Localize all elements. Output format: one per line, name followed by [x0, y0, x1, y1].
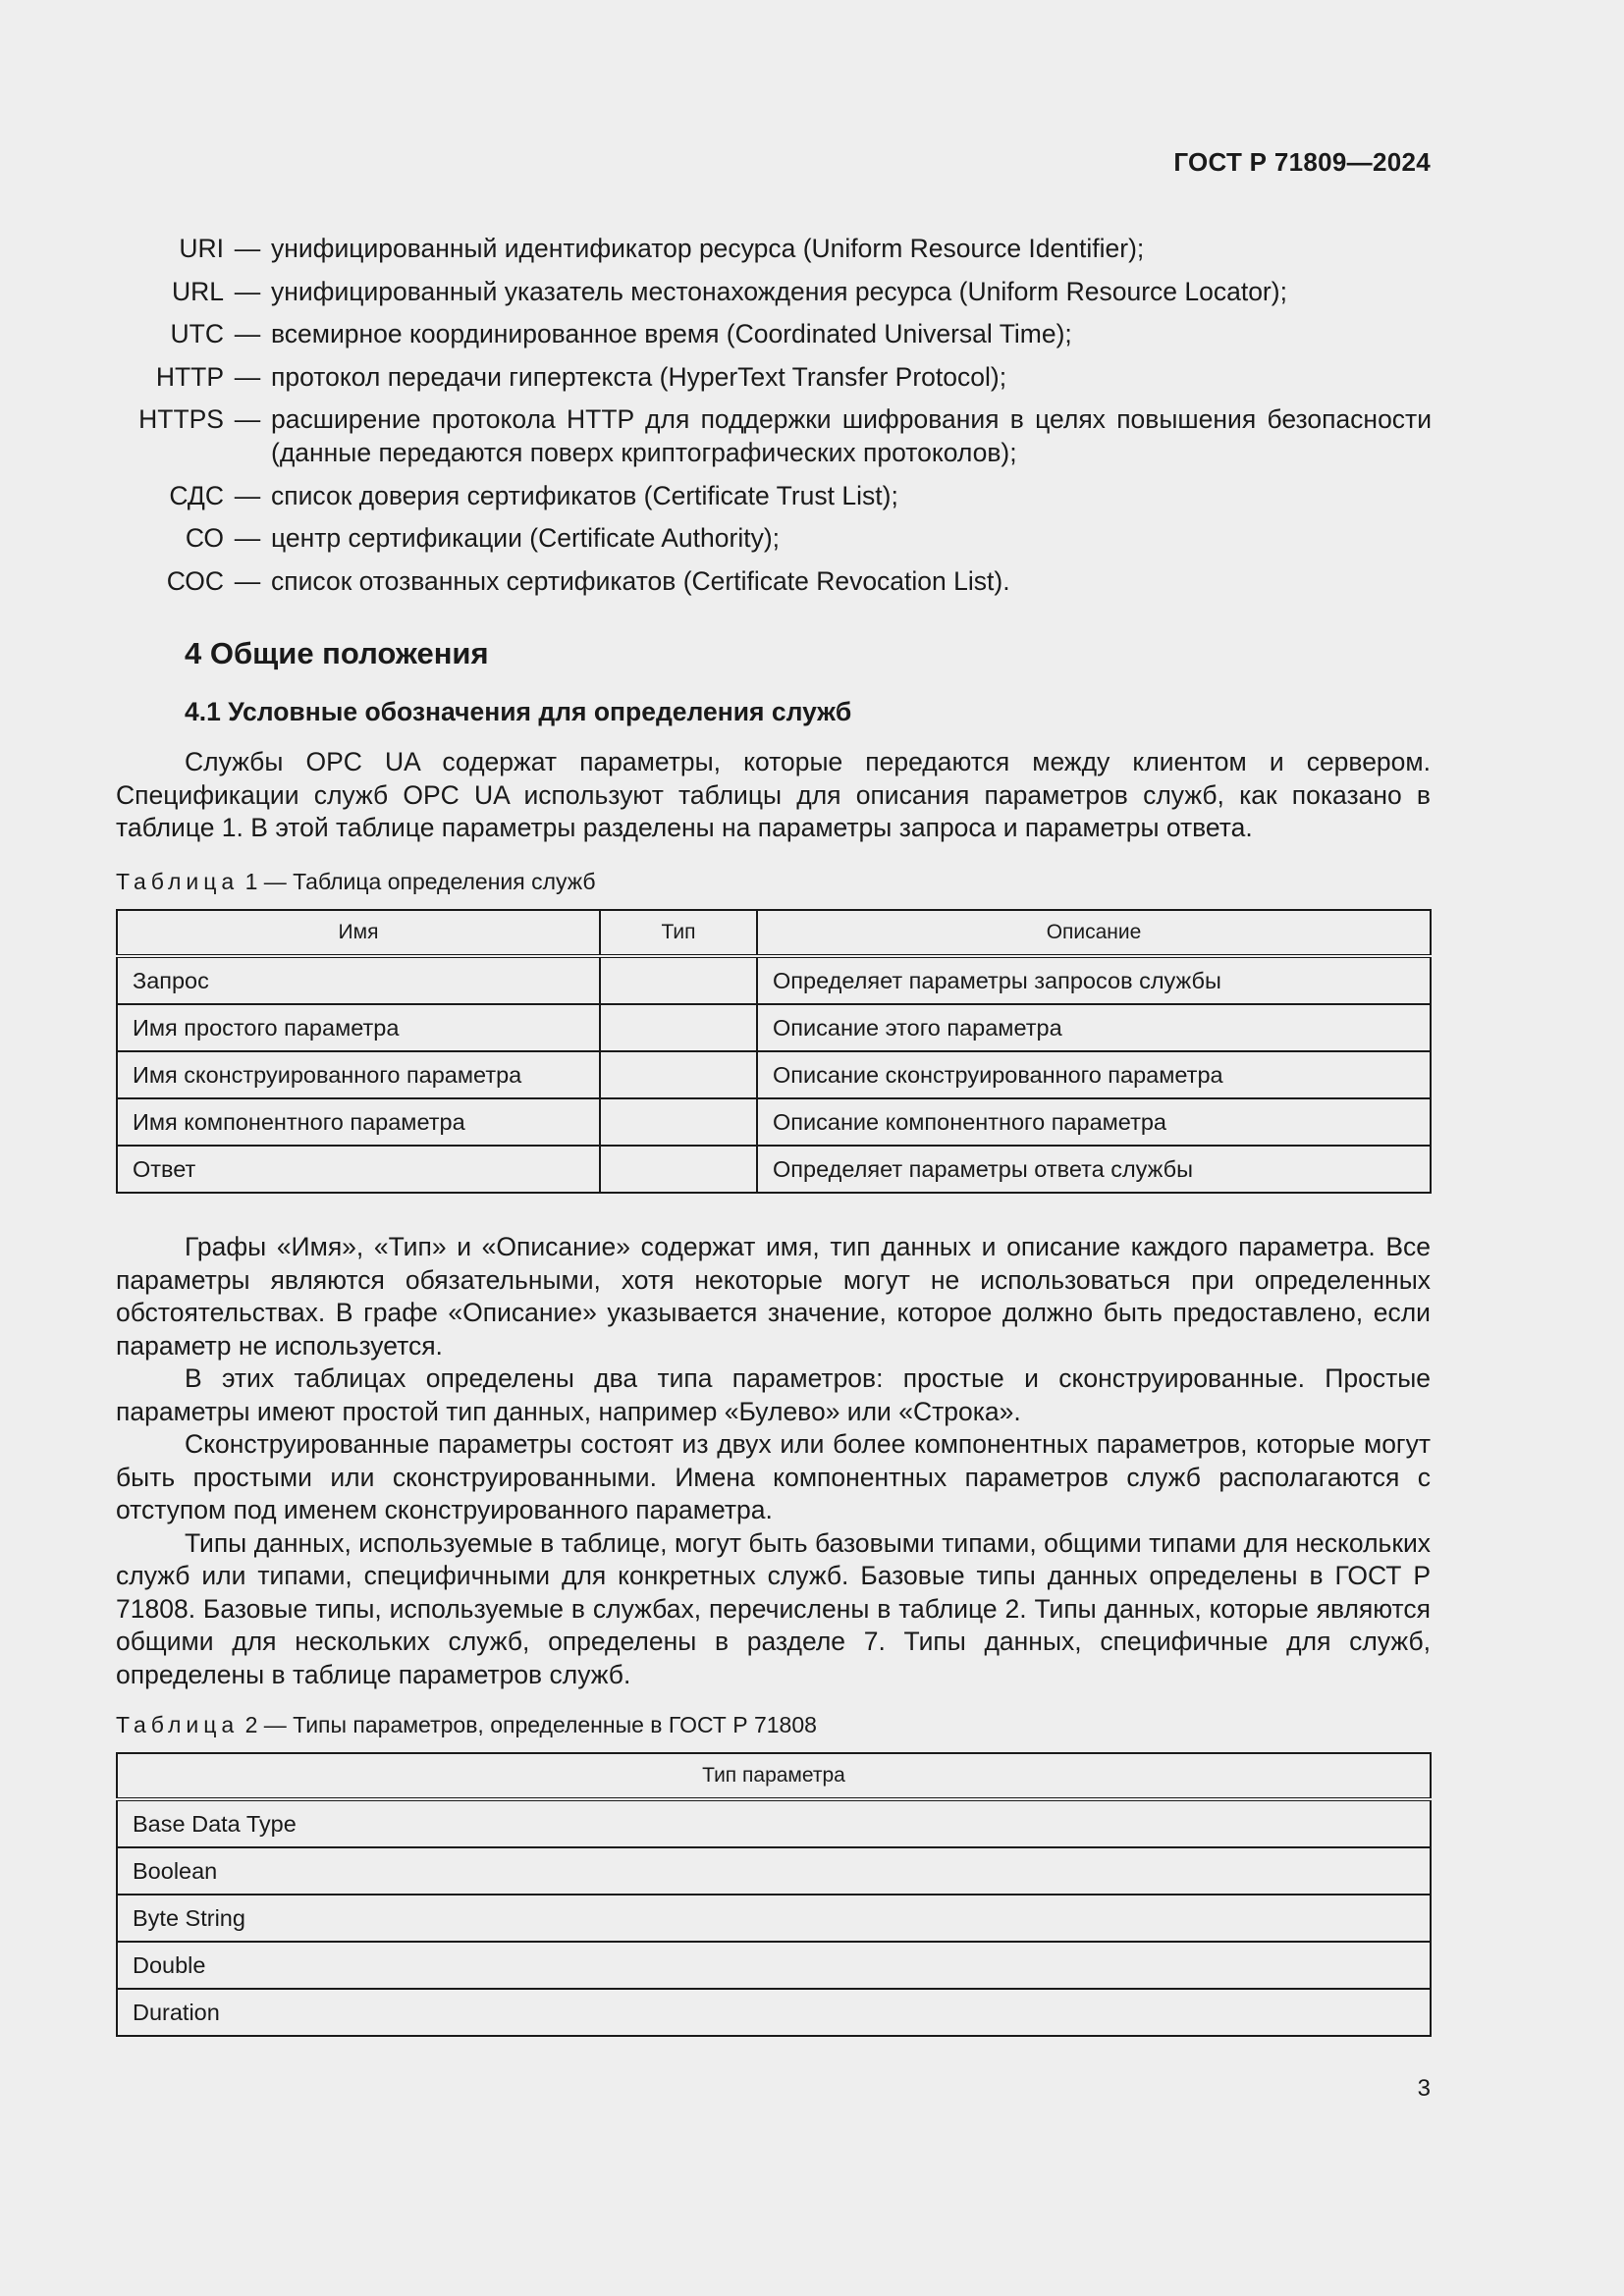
- abbreviation-item: [98, 402, 1432, 469]
- body-text: [116, 1231, 1431, 1691]
- cell-parameter-type: Boolean: [117, 1847, 1431, 1895]
- table-row: [117, 1989, 1431, 2036]
- table-row: [117, 1051, 1431, 1098]
- table-row: [117, 1004, 1431, 1051]
- cell-type: [600, 1051, 757, 1098]
- cell-name: Запрос: [117, 956, 600, 1004]
- table2-caption-text: 2 — Типы параметров, определенные в ГОСТ Р 71808: [244, 1712, 817, 1737]
- cell-description: Описание компонентного параметра: [757, 1098, 1431, 1146]
- abbreviation-dash: —: [234, 276, 261, 306]
- body-paragraph: В этих таблицах определены два типа параметров: простые и сконструированные. Простые параметры имеют простой тип данных, например «Булево» или «Строка».: [116, 1363, 1431, 1426]
- table-row: [117, 1146, 1431, 1193]
- abbreviation-dash: —: [234, 404, 261, 434]
- abbreviation-item: [98, 564, 1432, 598]
- abbreviation-term: HTTP: [155, 361, 224, 392]
- column-header-parameter-type: Тип параметра: [117, 1753, 1431, 1799]
- table-row: [117, 956, 1431, 1004]
- cell-type: [600, 1146, 757, 1193]
- abbreviation-dash: —: [234, 480, 261, 510]
- abbreviation-dash: —: [234, 234, 261, 263]
- column-header-description: Описание: [757, 910, 1431, 956]
- table-row: [117, 1895, 1431, 1942]
- table2-caption: [116, 1712, 817, 1738]
- body-paragraph: Графы «Имя», «Тип» и «Описание» содержат имя, тип данных и описание каждого параметра. Все параметры являются обязательными, хотя некоторые могут не использоваться при определенных обстоятельствах. В графе «Описание» указывается значение, которое должно быть предоставлено, если параметр не используется.: [116, 1232, 1431, 1361]
- table-header-row: [117, 910, 1431, 956]
- abbreviation-term: URI: [179, 234, 224, 263]
- abbreviation-dash: —: [234, 319, 261, 348]
- abbreviation-term: HTTPS: [138, 404, 224, 434]
- section-heading: 4 Общие положения: [185, 636, 489, 670]
- body-paragraph: Типы данных, используемые в таблице, могут быть базовыми типами, общими типами для нескольких служб или типами, специфичными для конкретных служб. Базовые типы данных определены в ГОСТ Р 71808. Базовые типы, используемые в службах, перечислены в таблице 2. Типы данных, которые являются общими для нескольких служб, определены в разделе 7. Типы данных, специфичные для служб, определены в таблице параметров служб.: [116, 1527, 1431, 1689]
- abbreviation-definition: протокол передачи гипертекста (HyperText Transfer Protocol);: [271, 361, 1007, 392]
- abbreviation-term: UTC: [170, 319, 224, 348]
- abbreviation-definition: всемирное координированное время (Coordinated Universal Time);: [271, 319, 1072, 348]
- abbreviation-definition: список доверия сертификатов (Certificate Trust List);: [271, 480, 898, 510]
- table1-caption: [116, 869, 596, 895]
- abbreviation-term: СО: [185, 523, 224, 553]
- body-paragraph: Сконструированные параметры состоят из двух или более компонентных параметров, которые могут быть простыми или сконструированными. Имена компонентных параметров служб располагаются с отступом под именем сконструированного параметра.: [116, 1429, 1431, 1524]
- cell-type: [600, 1098, 757, 1146]
- abbreviation-dash: —: [234, 523, 261, 553]
- table2-caption-label: Таблица: [116, 1712, 240, 1737]
- cell-parameter-type: Byte String: [117, 1895, 1431, 1942]
- table-header-row: [117, 1753, 1431, 1799]
- abbreviation-item: [98, 232, 1432, 265]
- cell-description: Определяет параметры ответа службы: [757, 1146, 1431, 1193]
- intro-paragraph: Службы OPC UA содержат параметры, которые передаются между клиентом и сервером. Спецификации служб OPC UA используют таблицы для описания параметров служб, как показано в таблице 1. В этой таблице параметры разделены на параметры запроса и параметры ответа.: [116, 747, 1431, 842]
- abbreviation-dash: —: [234, 565, 261, 596]
- parameter-types-table: [116, 1752, 1432, 2037]
- abbreviation-item: [98, 360, 1432, 394]
- abbreviation-item: [98, 521, 1432, 555]
- page-number: 3: [1417, 2075, 1431, 2102]
- cell-name: Имя компонентного параметра: [117, 1098, 600, 1146]
- abbreviation-item: [98, 275, 1432, 308]
- cell-description: Описание сконструированного параметра: [757, 1051, 1431, 1098]
- abbreviation-term: URL: [171, 276, 224, 306]
- cell-name: Имя простого параметра: [117, 1004, 600, 1051]
- cell-name: Ответ: [117, 1146, 600, 1193]
- table1-caption-label: Таблица: [116, 869, 240, 894]
- abbreviation-definition: расширение протокола HTTP для поддержки шифрования в целях повышения безопасности (данные передаются поверх криптографических протоколов);: [271, 404, 1432, 467]
- cell-description: Определяет параметры запросов службы: [757, 956, 1431, 1004]
- abbreviation-list: [98, 232, 1432, 607]
- cell-name: Имя сконструированного параметра: [117, 1051, 600, 1098]
- cell-type: [600, 1004, 757, 1051]
- cell-type: [600, 956, 757, 1004]
- table-row: [117, 1098, 1431, 1146]
- abbreviation-term: СОС: [166, 565, 224, 596]
- abbreviation-definition: список отозванных сертификатов (Certificate Revocation List).: [271, 565, 1010, 596]
- cell-parameter-type: Double: [117, 1942, 1431, 1989]
- cell-parameter-type: Base Data Type: [117, 1799, 1431, 1847]
- table-row: [117, 1799, 1431, 1847]
- service-definition-table: [116, 909, 1432, 1194]
- column-header-name: Имя: [117, 910, 600, 956]
- intro-text: [116, 746, 1431, 845]
- abbreviation-dash: —: [234, 361, 261, 392]
- abbreviation-definition: центр сертификации (Certificate Authority);: [271, 523, 781, 553]
- abbreviation-definition: унифицированный указатель местонахождения ресурса (Uniform Resource Locator);: [271, 276, 1287, 306]
- cell-parameter-type: Duration: [117, 1989, 1431, 2036]
- abbreviation-definition: унифицированный идентификатор ресурса (Uniform Resource Identifier);: [271, 234, 1145, 263]
- cell-description: Описание этого параметра: [757, 1004, 1431, 1051]
- column-header-type: Тип: [600, 910, 757, 956]
- document-code: ГОСТ Р 71809—2024: [1173, 147, 1431, 177]
- table-row: [117, 1942, 1431, 1989]
- abbreviation-item: [98, 479, 1432, 512]
- abbreviation-item: [98, 317, 1432, 350]
- table-row: [117, 1847, 1431, 1895]
- abbreviation-term: СДС: [169, 480, 224, 510]
- subsection-heading: 4.1 Условные обозначения для определения служб: [185, 697, 852, 726]
- table1-caption-text: 1 — Таблица определения служб: [244, 869, 596, 894]
